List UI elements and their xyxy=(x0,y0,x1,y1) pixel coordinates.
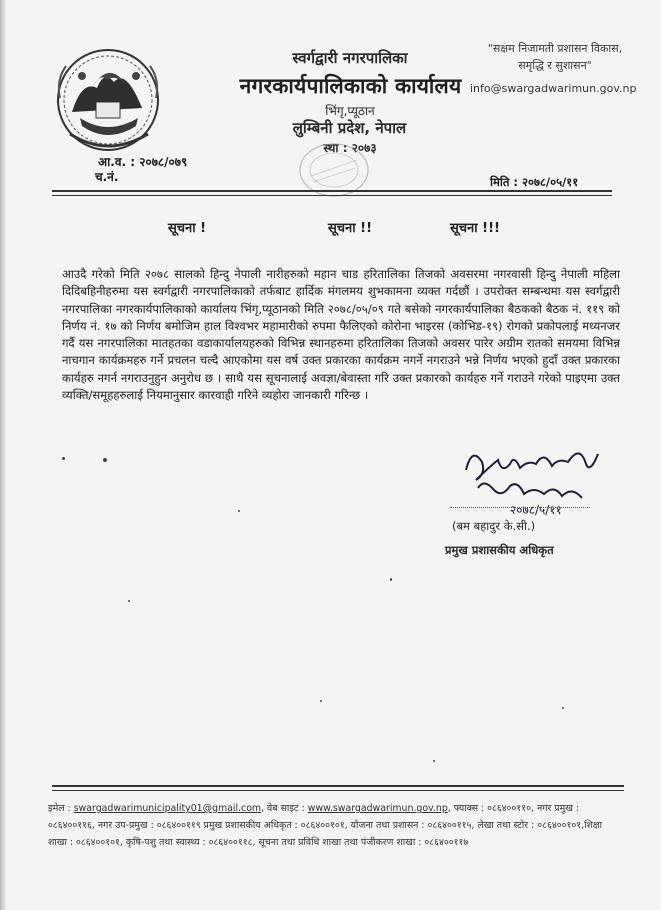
scan-speck xyxy=(238,510,240,512)
letter-date: मिति : २०७८/०५/११ xyxy=(490,175,579,189)
footer-divider-thin xyxy=(52,790,624,791)
signature-line xyxy=(450,507,590,508)
scan-speck xyxy=(320,700,322,702)
scan-speck xyxy=(103,458,107,462)
slogan-line-1: "सक्षम निजामती प्रशासन विकास, xyxy=(487,42,623,55)
footer-website-link[interactable]: www.swargadwarimun.gov.np xyxy=(307,803,448,814)
office-name: नगरकार्यपालिकाको कार्यालय xyxy=(239,74,462,98)
province-line: लुम्बिनी प्रदेश, नेपाल xyxy=(292,119,407,137)
dispatch-number: च.नं. xyxy=(95,170,119,184)
footer-web-label: , वेब साइट : xyxy=(261,803,305,814)
municipality-name: स्वर्गद्वारी नगरपालिका xyxy=(292,49,408,67)
scan-speck xyxy=(62,457,65,460)
fiscal-year: आ.व. : २०७८/०७९ xyxy=(98,155,188,169)
scan-edge xyxy=(0,0,6,910)
footer-email-link[interactable]: swargadwarimunicipality01@gmail.com xyxy=(73,803,262,814)
notice-heading-2: सूचना !! xyxy=(328,221,373,236)
established-year: स्था : २०७३ xyxy=(323,141,377,155)
signatory-name: (बम बहादुर के.सी.) xyxy=(452,519,536,533)
header-email: info@swargadwarimun.gov.np xyxy=(470,82,637,95)
slogan xyxy=(470,40,640,74)
signatory-title: प्रमुख प्रशासकीय अधिकृत xyxy=(445,543,554,557)
nepal-emblem-icon xyxy=(52,40,164,158)
footer-divider xyxy=(52,785,624,787)
office-location: भिंगृ,प्यूठान xyxy=(325,104,375,118)
slogan-line-2: समृद्धि र सुशासन" xyxy=(518,59,592,72)
scan-speck xyxy=(128,600,130,602)
header-divider xyxy=(52,190,612,192)
scan-speck xyxy=(433,760,435,762)
footer-contacts xyxy=(48,800,620,851)
notice-body: आउदै गरेको मिति २०७८ सालको हिन्दु नेपाली नारीहरुको महान चाड हरितालिका तिजको अवसरमा नगरवासी हिन्दु नेपाली महिला दिदिबहिनीहरुमा यस स्वर्गद्वारी नगरपालिकाको तर्फबाट हार्दिक मंगलमय शुभकामना व्यक्त गर्दछौं । उपरोक्त सम्बन्धमा यस स्वर्गद्वारी नगरपालिका नगरकार्यपालिकाको कार्यालय भिंगृ,प्यूठानको मिति २०७८/०५/०९ गते बसेको नगरकार्यपालिका बैठकको बैठक नं. ११९ को निर्णय नं. १७ को निर्णय बमोजिम हाल विश्वभर महामारीको रुपमा फैलिएको कोरोना भाइरस (कोभिड-१९) रोगको प्रकोपलाई मध्यनजर गर्दै यस नगरपालिका मातहतका वडाकार्यालयहरुको विभिन्न स्थानहरुमा हरितालिका तिजको अवसर पारेर अग्रीम रातको समयमा विभिन्न नाचगान कार्यक्रमहरु गर्ने प्रचलन चल्दै आएकोमा यस वर्ष उक्त प्रकारका कार्यक्रम नगर्ने नगराउने भन्ने निर्णय भएको हुदाँ उक्त प्रकारका कार्यहरु नगर्न नगराउनुहुन अनुरोध छ । साथै यस सूचनालाई अवज्ञा/बेवास्ता गरि उक्त प्रकारको कार्यहरु गर्ने गराउने गरेको पाइएमा उक्त व्यक्ति/समूहहरुलाई नियमानुसार कारवाही गरिने व्यहोरा जानकारी गरिन्छ । xyxy=(62,267,620,403)
footer-contact-numbers: , फ्याक्स : ०८६४००११०, नगर प्रमुख : ०८६४००११६, नगर उप-प्रमुख : ०८६४००११९ प्रमुख प्रशासकीय अधिकृत : ०८६४००१०१, योजना तथा प्रशासन : ०८६४००११५, लेखा तथा स्टोर : ०८६४००१०१,शिक्षा शाखा : ०८६४००१०१, कृषि-पशु तथा स्वास्थ्य : ०८६४००११८, सूचना तथा प्रविधि शाखा तथा पंजीकरण शाखा : ०८६४००११७ xyxy=(48,803,603,848)
notice-heading-3: सूचना !!! xyxy=(450,221,500,236)
scan-speck xyxy=(390,578,392,581)
notice-heading-1: सूचना ! xyxy=(168,221,207,236)
header-divider-thin xyxy=(52,195,612,196)
signature-date: २०७८/५/११ xyxy=(510,503,562,517)
scan-speck xyxy=(562,707,564,709)
footer-email-label: इमेल : xyxy=(48,803,71,814)
